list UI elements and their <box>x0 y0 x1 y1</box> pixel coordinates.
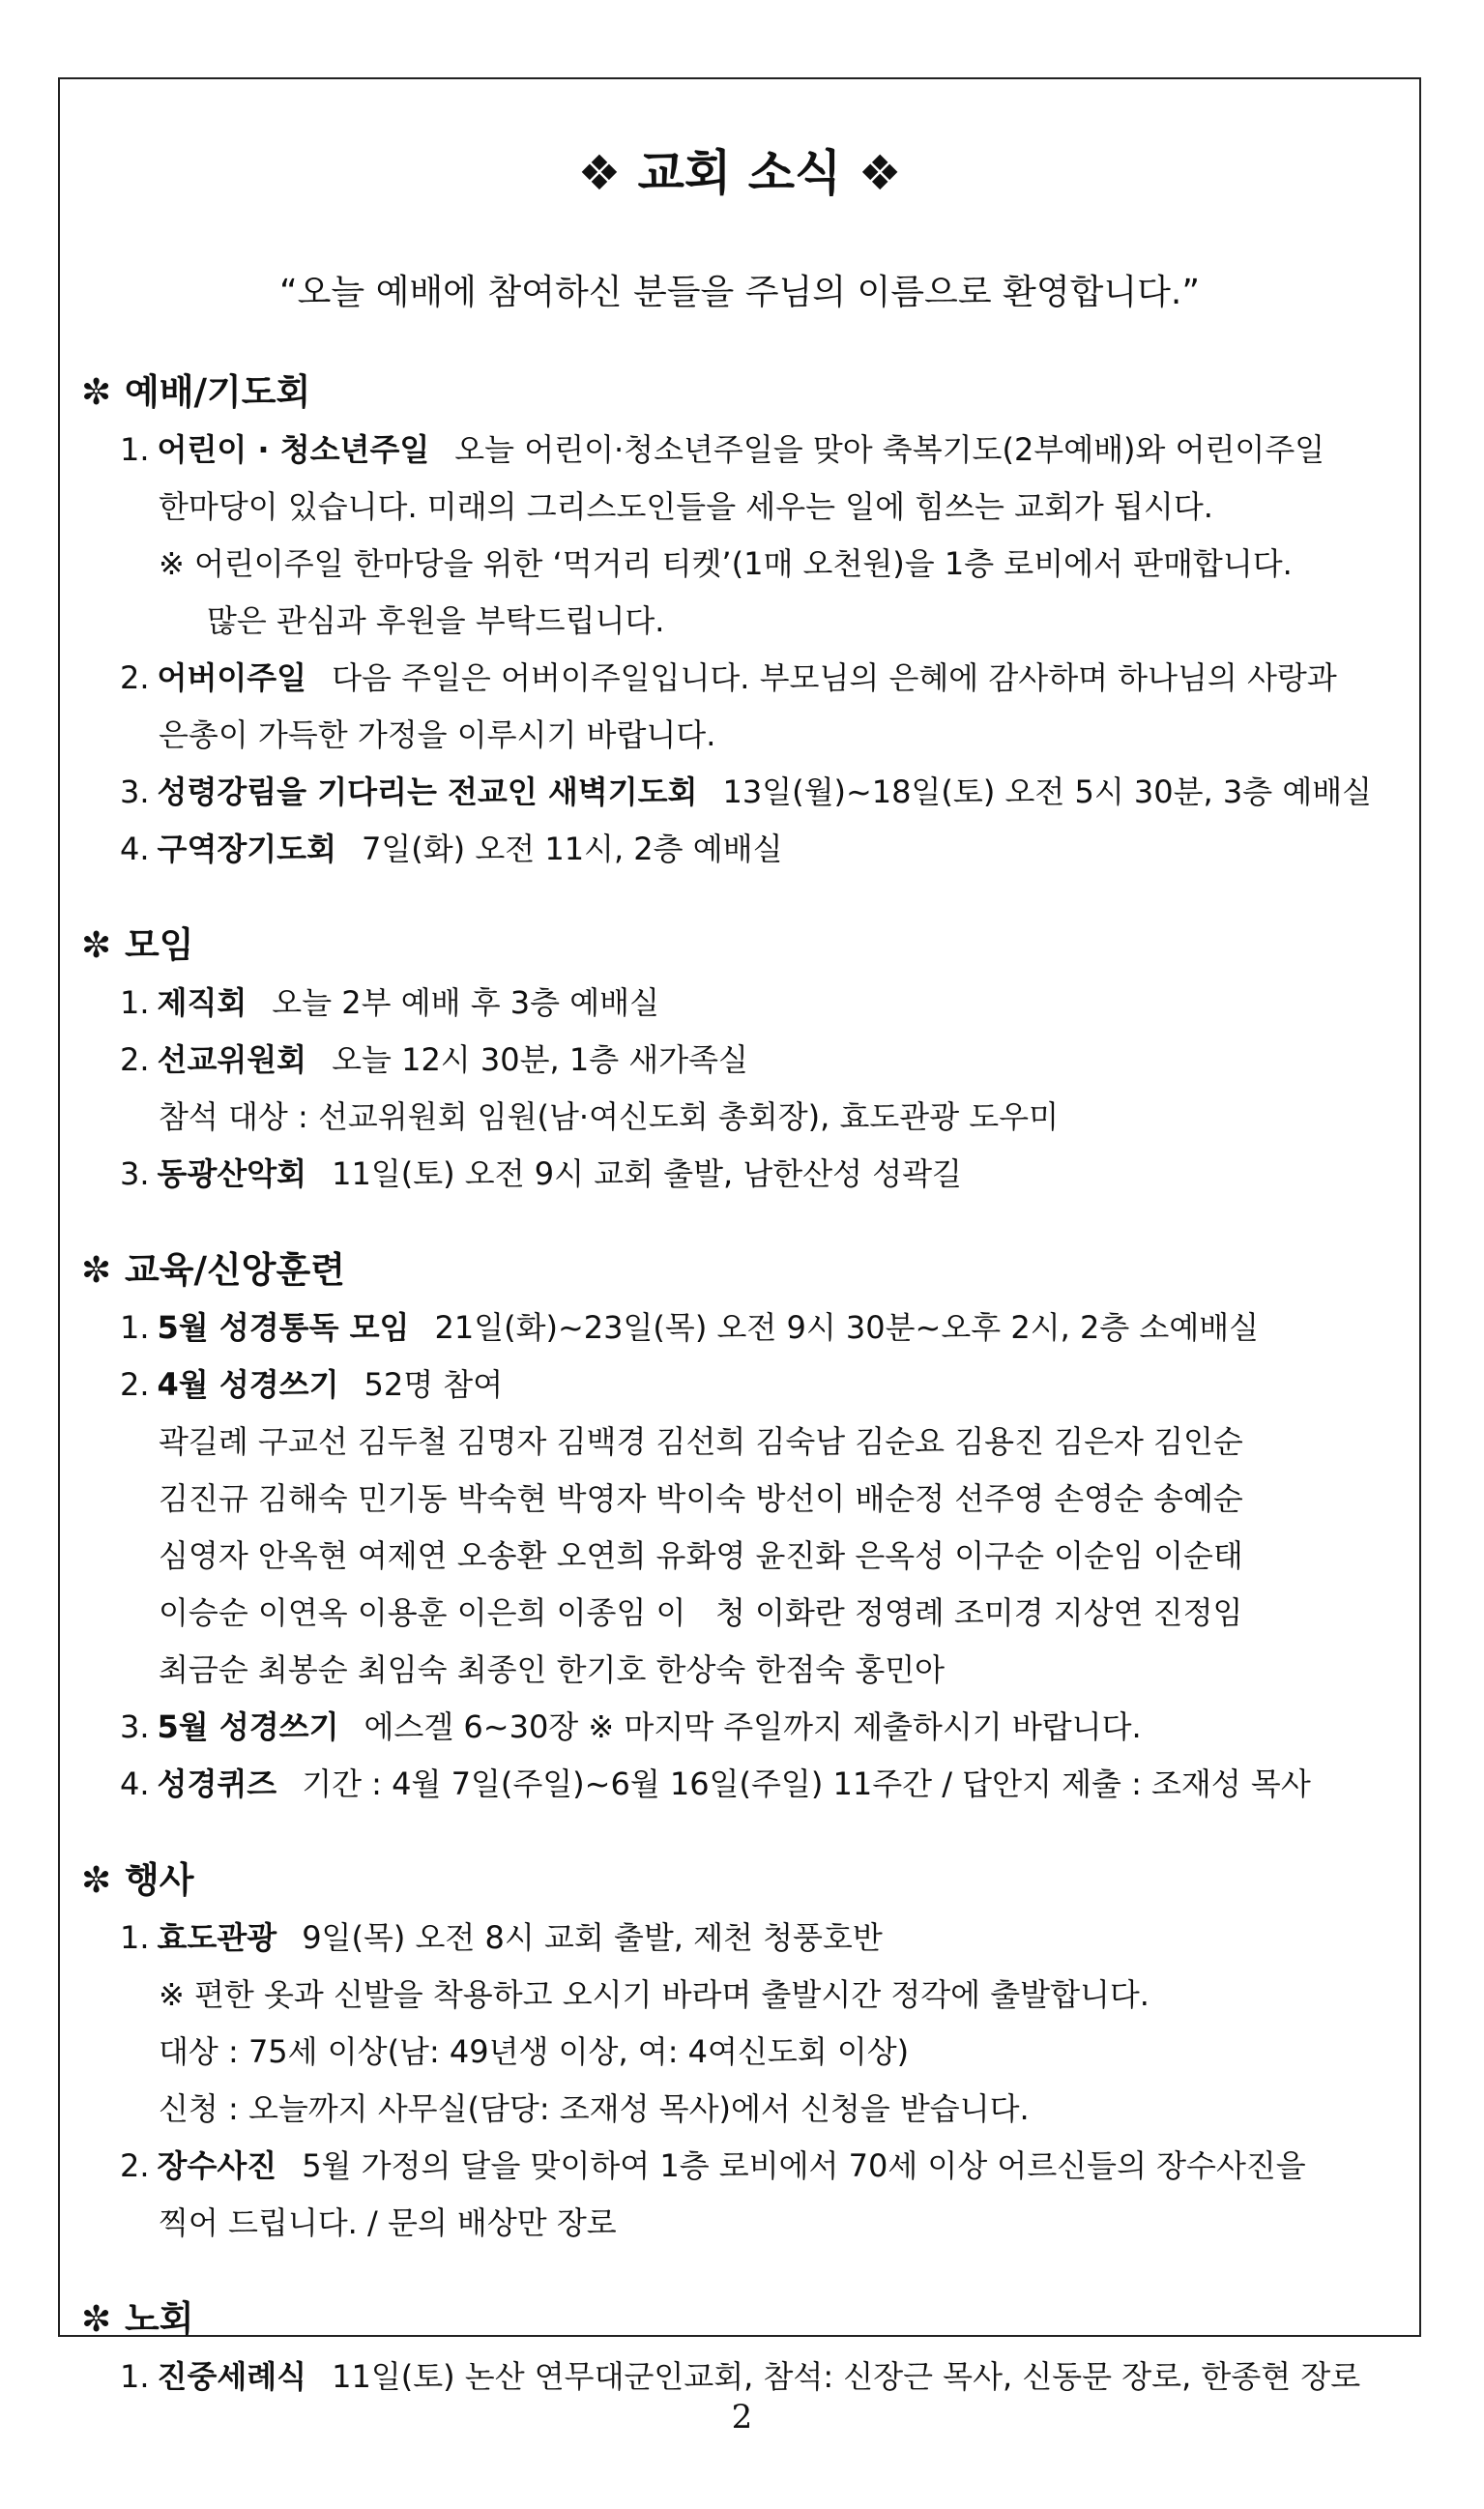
item-label: 효도관광 <box>157 1919 277 1956</box>
item-note: ※ 어린이주일 한마당을 위한 ‘먹거리 티켓’(1매 오천원)을 1층 로비에서 판매합니다. <box>159 545 1293 582</box>
list-item <box>81 1146 1398 1203</box>
item-label: 진중세례식 <box>157 2358 307 2395</box>
name-list-row: 최금순 최봉순 최임숙 최종인 한기호 한상숙 한점숙 홍민아 <box>159 1651 946 1688</box>
section-meeting <box>81 920 1398 1203</box>
item-number: 4. <box>120 831 150 867</box>
item-text: 기간 : 4월 7일(주일)~6월 16일(주일) 11주간 / 답안지 제출 : 조재성 목사 <box>302 1765 1311 1802</box>
item-number: 3. <box>120 1155 150 1192</box>
item-continuation: 참석 대상 : 선교위원회 임원(남·여신도회 총회장), 효도관광 도우미 <box>159 1098 1060 1135</box>
item-text: 오늘 2부 예배 후 3층 예배실 <box>272 984 659 1021</box>
item-continuation: 한마당이 있습니다. 미래의 그리스도인들을 세우는 일에 힘쓰는 교회가 됩시다. <box>159 488 1213 525</box>
flower-mark-icon: ✼ <box>81 924 112 966</box>
item-text: 11일(토) 오전 9시 교회 출발, 남한산성 성곽길 <box>332 1155 962 1192</box>
item-text: 52명 참여 <box>364 1366 504 1403</box>
item-text: 13일(월)~18일(토) 오전 5시 30분, 3층 예배실 <box>722 773 1373 810</box>
list-item <box>81 1299 1398 1357</box>
page-title: ❖ 교회 소식 ❖ <box>577 145 902 201</box>
item-label: 장수사진 <box>157 2147 277 2184</box>
section-heading <box>81 2294 1398 2349</box>
list-item <box>81 1756 1398 1813</box>
heading-text: 행사 <box>125 1859 194 1901</box>
item-apply: 신청 : 오늘까지 사무실(담당: 조재성 목사)에서 신청을 받습니다. <box>159 2090 1030 2127</box>
item-number: 1. <box>120 984 150 1021</box>
list-item <box>81 975 1398 1032</box>
flower-mark-icon: ✼ <box>81 2298 112 2340</box>
item-label: 제직회 <box>157 984 247 1021</box>
heading-text: 모임 <box>125 924 194 966</box>
heading-text: 예배/기도회 <box>125 371 311 413</box>
flower-mark-icon: ✼ <box>81 1859 112 1901</box>
list-item <box>81 1699 1398 1756</box>
item-label: 4월 성경쓰기 <box>157 1366 339 1403</box>
item-number: 3. <box>120 1708 150 1745</box>
flower-mark-icon: ✼ <box>81 1249 112 1291</box>
section-education <box>81 1245 1398 1813</box>
section-heading <box>81 920 1398 975</box>
item-label: 선교위원회 <box>157 1041 307 1078</box>
item-text: 11일(토) 논산 연무대군인교회, 참석: 신장근 목사, 신동문 장로, 한종현 장로 <box>332 2358 1361 2395</box>
item-continuation: 은총이 가득한 가정을 이루시기 바랍니다. <box>159 716 716 753</box>
item-number: 1. <box>120 1309 150 1346</box>
item-text: 다음 주일은 어버이주일입니다. 부모님의 은혜에 감사하며 하나님의 사랑과 <box>332 659 1337 696</box>
list-item <box>81 422 1398 479</box>
list-item <box>81 1357 1398 1414</box>
item-label: 어린이 · 청소년주일 <box>157 431 430 468</box>
section-heading <box>81 1855 1398 1910</box>
list-item <box>81 1032 1398 1089</box>
list-item <box>81 650 1398 707</box>
item-text: 21일(화)~23일(목) 오전 9시 30분~오후 2시, 2층 소예배실 <box>434 1309 1260 1346</box>
item-label: 성경퀴즈 <box>157 1765 277 1802</box>
item-label: 구역장기도회 <box>157 831 337 867</box>
item-text: 에스겔 6~30장 ※ 마지막 주일까지 제출하시기 바랍니다. <box>364 1708 1142 1745</box>
flower-mark-icon: ✼ <box>81 371 112 413</box>
list-item <box>81 821 1398 878</box>
item-number: 1. <box>120 431 150 468</box>
heading-text: 교육/신앙훈련 <box>125 1249 345 1291</box>
item-number: 2. <box>120 659 150 696</box>
item-note-continuation: 많은 관심과 후원을 부탁드립니다. <box>207 602 665 639</box>
item-number: 1. <box>120 2358 150 2395</box>
name-list-row: 이승순 이연옥 이용훈 이은희 이종임 이 청 이화란 정영례 조미경 지상연 진정임 <box>159 1594 1243 1631</box>
heading-text: 노회 <box>125 2298 194 2340</box>
item-number: 2. <box>120 2147 150 2184</box>
item-text: 9일(목) 오전 8시 교회 출발, 제천 청풍호반 <box>302 1919 883 1956</box>
name-list-row: 심영자 안옥현 여제연 오송환 오연희 유화영 윤진화 은옥성 이구순 이순임 이순태 <box>159 1537 1243 1574</box>
item-number: 4. <box>120 1765 150 1802</box>
list-item <box>81 764 1398 821</box>
item-target: 대상 : 75세 이상(남: 49년생 이상, 여: 4여신도회 이상) <box>159 2033 910 2070</box>
name-list-row: 김진규 김해숙 민기동 박숙현 박영자 박이숙 방선이 배순정 선주영 손영순 송예순 <box>159 1480 1243 1517</box>
item-note: ※ 편한 옷과 신발을 착용하고 오시기 바라며 출발시간 정각에 출발합니다. <box>159 1976 1149 2013</box>
section-presbytery <box>81 2294 1398 2406</box>
item-text: 오늘 12시 30분, 1층 새가족실 <box>332 1041 748 1078</box>
list-item <box>81 1910 1398 1967</box>
item-text: 5월 가정의 달을 맞이하여 1층 로비에서 70세 이상 어르신들의 장수사진을 <box>302 2147 1306 2184</box>
page-number: 2 <box>731 2398 753 2436</box>
section-heading <box>81 1245 1398 1299</box>
item-number: 2. <box>120 1041 150 1078</box>
item-text: 오늘 어린이·청소년주일을 맞아 축복기도(2부예배)와 어린이주일 <box>454 431 1325 468</box>
item-label: 5월 성경통독 모임 <box>157 1309 410 1346</box>
item-label: 동광산악회 <box>157 1155 307 1192</box>
section-worship <box>81 367 1398 878</box>
item-label: 어버이주일 <box>157 659 307 696</box>
section-events <box>81 1855 1398 2252</box>
item-label: 5월 성경쓰기 <box>157 1708 339 1745</box>
item-label: 성령강림을 기다리는 전교인 새벽기도회 <box>157 773 698 810</box>
item-text: 7일(화) 오전 11시, 2층 예배실 <box>362 831 783 867</box>
item-number: 1. <box>120 1919 150 1956</box>
news-frame <box>58 77 1421 2395</box>
section-heading <box>81 367 1398 422</box>
item-number: 3. <box>120 773 150 810</box>
list-item <box>81 2138 1398 2195</box>
welcome-message: “오늘 예배에 참여하신 분들을 주님의 이름으로 환영합니다.” <box>278 273 1201 312</box>
item-continuation: 찍어 드립니다. / 문의 배상만 장로 <box>159 2204 617 2241</box>
name-list-row: 곽길례 구교선 김두철 김명자 김백경 김선희 김숙남 김순요 김용진 김은자 김인순 <box>159 1423 1243 1460</box>
item-number: 2. <box>120 1366 150 1403</box>
